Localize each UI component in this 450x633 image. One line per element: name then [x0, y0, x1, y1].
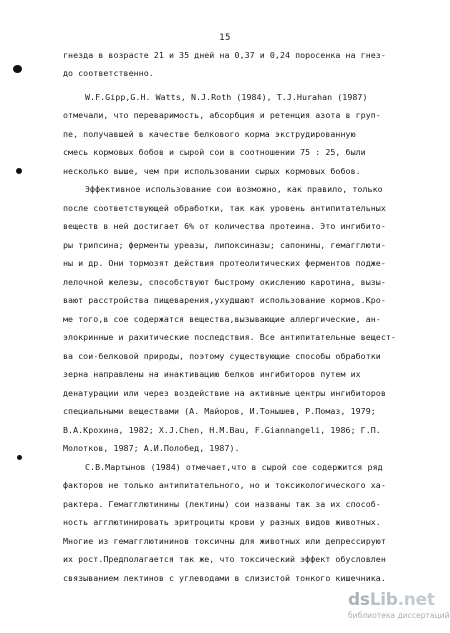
text-line: вают расстройства пищеварения,ухудшают использование кормов.Кро- — [63, 295, 386, 305]
ink-blot — [13, 65, 22, 73]
watermark — [348, 591, 448, 627]
text-line: несколько выше, чем при использовании сырых кормовых бобов. — [63, 166, 361, 176]
watermark-subtitle: библиотека диссертаций — [348, 611, 450, 620]
text-line: Эффективное использование сои возможно, как правило, только — [85, 184, 383, 194]
text-line: их рост.Предполагается так же, что токсический эффект обусловлен — [63, 554, 386, 564]
document-body — [0, 50, 450, 583]
text-line: ва сои-белковой природы, поэтому существующие способы обработки — [63, 351, 381, 361]
text-line: ны и др. Они тормозят действия протеолитических ферментов подже- — [63, 258, 386, 268]
text-line: Многие из гемагглютининов токсичны для животных или депрессируют — [63, 536, 386, 546]
watermark-logo: dsLib.net — [348, 590, 435, 610]
text-line: лелочной железы, способствуют быстрому окислению каротина, вызы- — [63, 277, 386, 287]
text-line: зерна направлены на инактивацию белков ингибиторов путем их — [63, 369, 361, 379]
text-line: после соответствующей обработки, так как уровень антипитательных — [63, 203, 386, 213]
text-line: ность агглютинировать эритроциты крови у разных видов животных. — [63, 517, 381, 527]
ink-blot — [16, 168, 22, 174]
text-line: гнезда в возрасте 21 и 35 дней на 0,37 и 0,24 поросенка на гнез- — [63, 50, 386, 60]
text-line: факторов не только антипитательного, но и токсикологического ха- — [63, 480, 386, 490]
text-line: веществ в ней достигает 6% от количества протеина. Это ингибито- — [63, 221, 386, 231]
page-number: 15 — [219, 33, 231, 43]
text-line: связыванием лектинов с углеводами в слизистой тонкого кишечника. — [63, 573, 386, 583]
text-line: отмечали, что переваримость, абсорбция и ретенция азота в груп- — [63, 110, 381, 120]
text-line: элокринные и рахитические последствия. Все антипитательные вещест- — [63, 332, 396, 342]
text-line: ме того,в сое содержатся вещества,вызывающие аллергические, ан- — [63, 314, 381, 324]
text-line: W.F.Gipp,G.H. Watts, N.J.Roth (1984), T.J.Hurahan (1987) — [85, 92, 368, 102]
text-line: до соответственно. — [63, 68, 154, 78]
text-line: рактера. Гемагглютинины (лектины) сои названы так за их способ- — [63, 499, 381, 509]
text-line: денатурации или через воздействие на активные центры ингибиторов — [63, 388, 386, 398]
ink-blot — [17, 455, 22, 460]
text-line: ры трипсина; ферменты уреазы, липоксиназы; сапонины, гемагглюти- — [63, 240, 386, 250]
text-line: пе, получавшей в качестве белкового корма экструдированную — [63, 129, 356, 139]
text-line: В.А.Крохина, 1982; X.J.Chen, H.M.Bau, F.Giannangeli, 1986; Г.П. — [63, 425, 381, 435]
text-line: С.В.Мартынов (1984) отмечает,что в сырой сое содержится ряд — [85, 462, 383, 472]
text-line: специальными веществами (А. Майоров, И.Тонышев, Р.Помаз, 1979; — [63, 406, 376, 416]
text-line: смесь кормовых бобов и сырой сои в соотношении 75 : 25, были — [63, 147, 366, 157]
text-line: Молотков, 1987; А.И.Полобед, 1987). — [63, 443, 240, 453]
